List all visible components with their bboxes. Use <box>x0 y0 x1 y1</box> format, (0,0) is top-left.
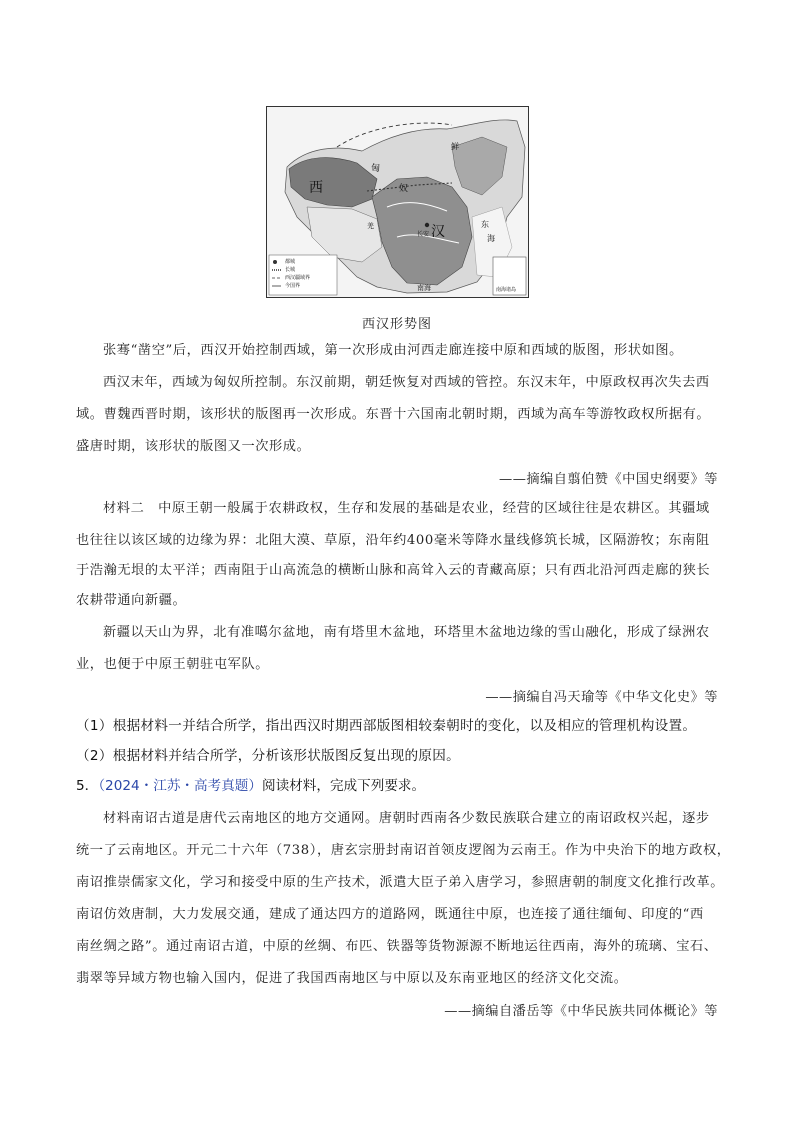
material2-line5: 新疆以天山为界，北有准噶尔盆地，南有塔里木盆地，环塔里木盆地边缘的雪山融化，形成了绿洲农 <box>103 625 710 640</box>
map-label-nanhai: 南海 <box>417 284 431 292</box>
item5-header <box>76 774 425 794</box>
material2-line4: 农耕带通向新疆。 <box>76 593 187 608</box>
material2-line2: 也往往以该区域的边缘为界：北阻大漠、草原，沿年约400毫米等降水量线修筑长城，区隔游牧；东南阻 <box>76 533 710 548</box>
map-label-nu: 奴 <box>399 184 409 194</box>
map-label-xianbei: 鲜 <box>451 142 459 151</box>
map-label-han: 汉 <box>431 224 445 240</box>
material1-para2-line1: 西汉末年，西域为匈奴所控制。东汉前期，朝廷恢复对西域的管控。东汉末年，中原政权再次失去西 <box>103 375 710 390</box>
item5-line2: 统一了云南地区。开元二十六年（738），唐玄宗册封南诏首领皮逻阁为云南王。作为中央治下的地方政权， <box>76 843 731 858</box>
map-legend-modern: 今国界 <box>285 283 301 289</box>
item5-line1: 材料南诏古道是唐代云南地区的地方交通网。唐朝时西南各少数民族联合建立的南诏政权兴起，逐步 <box>103 811 710 826</box>
material2-line6: 业，也便于中原王朝驻屯军队。 <box>76 657 270 672</box>
item5-source-tag[interactable]: （2024・江苏・高考真题） <box>98 778 262 794</box>
item5-instruction: 阅读材料，完成下列要求。 <box>261 778 426 794</box>
material1-para1: 张骞“凿空”后，西汉开始控制西域，第一次形成由河西走廊连接中原和西域的版图，形状如图。 <box>103 343 683 358</box>
map-label-qiang: 羌 <box>367 222 374 230</box>
item5-source: ——摘编自潘岳等《中华民族共同体概论》等 <box>444 1004 718 1019</box>
western-han-map <box>266 106 529 298</box>
material1-para2-line3: 盛唐时期，该形状的版图又一次形成。 <box>76 439 311 454</box>
question-2: （2）根据材料并结合所学，分析该形状版图反复出现的原因。 <box>76 748 461 764</box>
item5-number: 5． <box>76 778 99 794</box>
material2-line1: 材料二 中原王朝一般属于农耕政权，生存和发展的基础是农业，经营的区域往往是农耕区。其疆域 <box>103 501 710 516</box>
item5-line6: 翡翠等异域方物也输入国内，促进了我国西南地区与中原以及东南亚地区的经济文化交流。 <box>76 971 628 986</box>
material1-source: ——摘编自翦伯赞《中国史纲要》等 <box>499 472 718 487</box>
material2-line3: 于浩瀚无垠的太平洋；西南阻于山高流急的横断山脉和高耸入云的青藏高原；只有西北沿河西走廊的狭长 <box>76 563 711 578</box>
map-graphic <box>267 107 528 297</box>
item5-line4: 南诏仿效唐制，大力发展交通，建成了通达四方的道路网，既通往中原，也连接了通往缅甸、印度的“西 <box>76 907 704 922</box>
map-inset-label: 南海诸岛 <box>496 287 517 293</box>
map-legend-wall: 长城 <box>285 267 296 273</box>
map-label-hai: 海 <box>487 234 495 243</box>
map-label-changan: 长安 <box>417 231 430 238</box>
map-label-xi: 西 <box>309 180 323 196</box>
map-label-dong: 东 <box>481 220 489 229</box>
material2-source: ——摘编自冯天瑜等《中华文化史》等 <box>485 690 718 705</box>
item5-line5: 南丝绸之路”。通过南诏古道，中原的丝绸、布匹、铁器等货物源源不断地运往西南，海外的琉璃、宝石、 <box>76 939 718 954</box>
question-1: （1）根据材料一并结合所学，指出西汉时期西部版图相较秦朝时的变化，以及相应的管理机构设置。 <box>76 718 697 734</box>
material1-para2-line2: 域。曹魏西晋时期，该形状的版图再一次形成。东晋十六国南北朝时期，西域为高车等游牧政权所据有。 <box>76 407 711 422</box>
map-legend-capital: 都城 <box>285 259 296 265</box>
map-label-xiong: 匈 <box>371 164 381 174</box>
item5-line3: 南诏推崇儒家文化，学习和接受中原的生产技术，派遣大臣子弟入唐学习，参照唐朝的制度文化推行改革。 <box>76 875 725 890</box>
figure-caption: 西汉形势图 <box>361 317 432 332</box>
map-legend-border: 西汉疆域界 <box>285 275 311 281</box>
